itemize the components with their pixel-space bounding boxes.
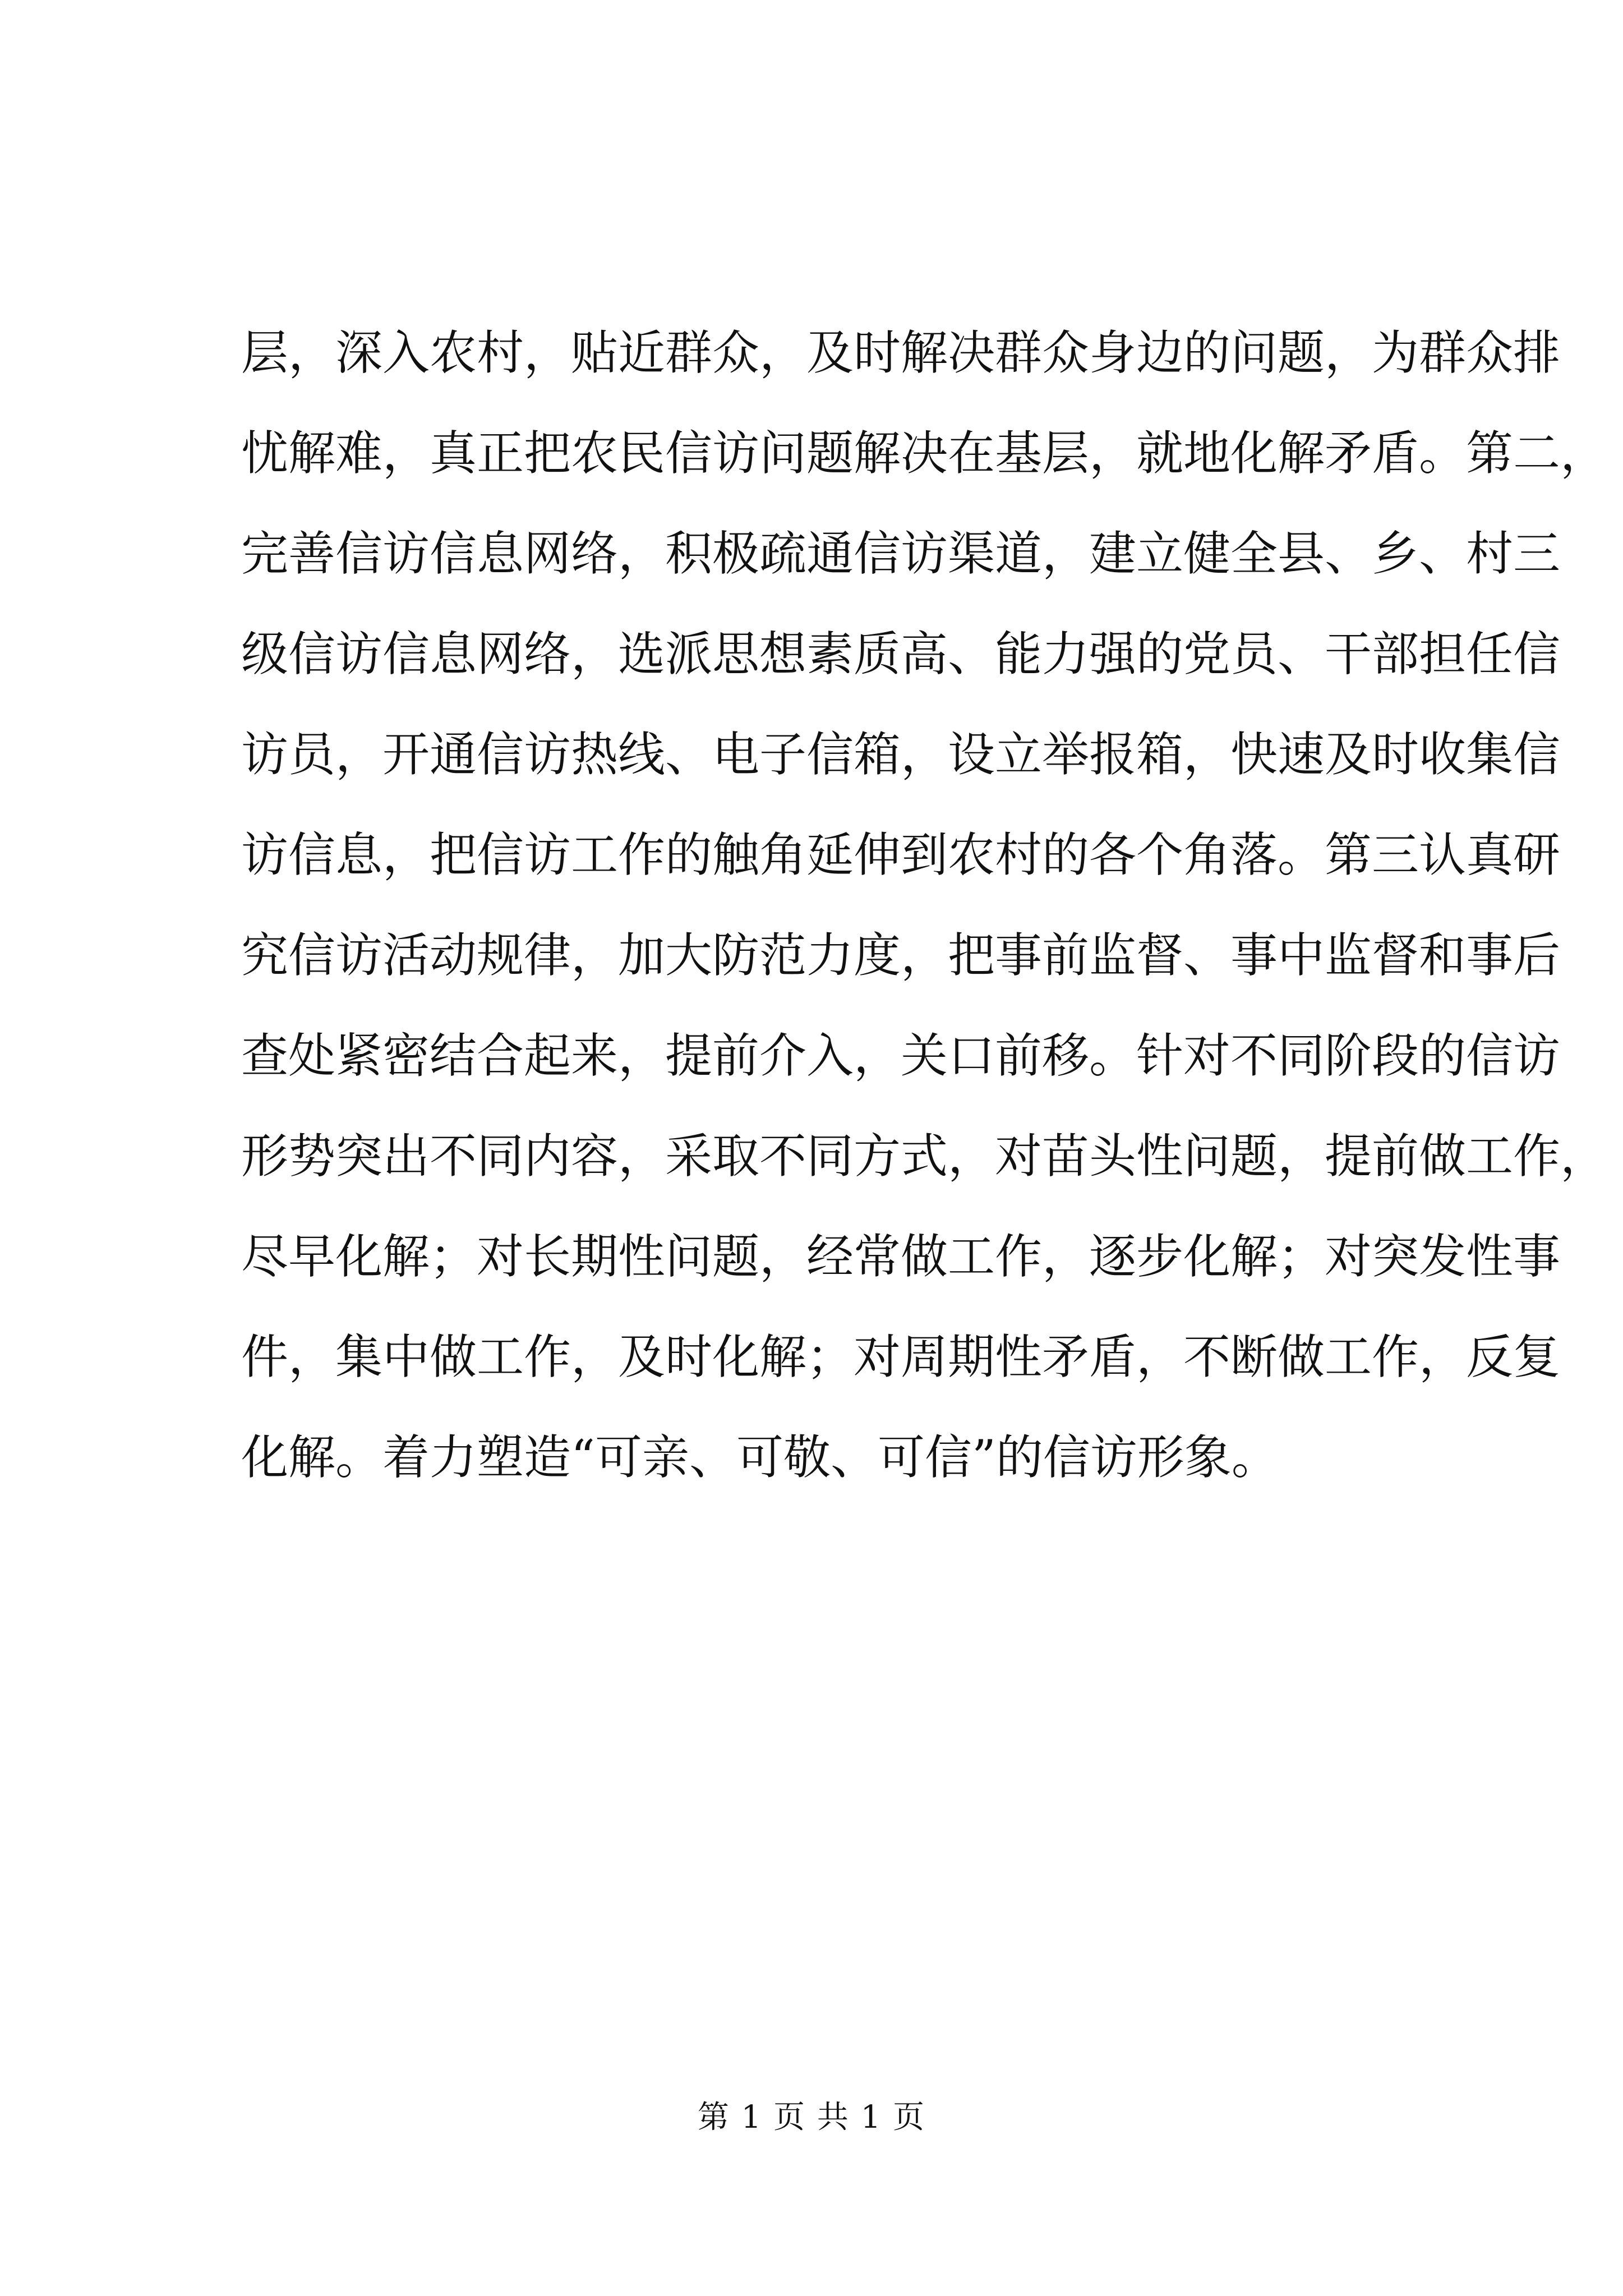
text-line: 层，深入农村，贴近群众，及时解决群众身边的问题，为群众排 — [241, 325, 1561, 380]
text-line: 究信访活动规律，加大防范力度，把事前监督、事中监督和事后 — [241, 928, 1561, 983]
text-line: 形势突出不同内容，采取不同方式，对苗头性问题，提前做工作， — [241, 1129, 1608, 1184]
text-line: 访信息，把信访工作的触角延伸到农村的各个角落。第三认真研 — [241, 827, 1561, 882]
text-line: 级信访信息网络，选派思想素质高、能力强的党员、干部担任信 — [241, 627, 1561, 682]
page-footer: 第 1 页 共 1 页 — [697, 2099, 926, 2136]
text-line: 化解。着力塑造“可亲、可敬、可信”的信访形象。 — [241, 1430, 1279, 1485]
body-paragraph — [241, 303, 1608, 1508]
text-line: 访员，开通信访热线、电子信箱，设立举报箱，快速及时收集信 — [241, 727, 1561, 782]
text-line: 尽早化解；对长期性问题，经常做工作，逐步化解；对突发性事 — [241, 1229, 1561, 1284]
text-line: 完善信访信息网络，积极疏通信访渠道，建立健全县、乡、村三 — [241, 526, 1561, 581]
text-line: 查处紧密结合起来，提前介入，关口前移。针对不同阶段的信访 — [241, 1028, 1561, 1083]
text-line: 件，集中做工作，及时化解；对周期性矛盾，不断做工作，反复 — [241, 1329, 1561, 1384]
text-line: 忧解难，真正把农民信访问题解决在基层，就地化解矛盾。第二， — [241, 426, 1608, 481]
